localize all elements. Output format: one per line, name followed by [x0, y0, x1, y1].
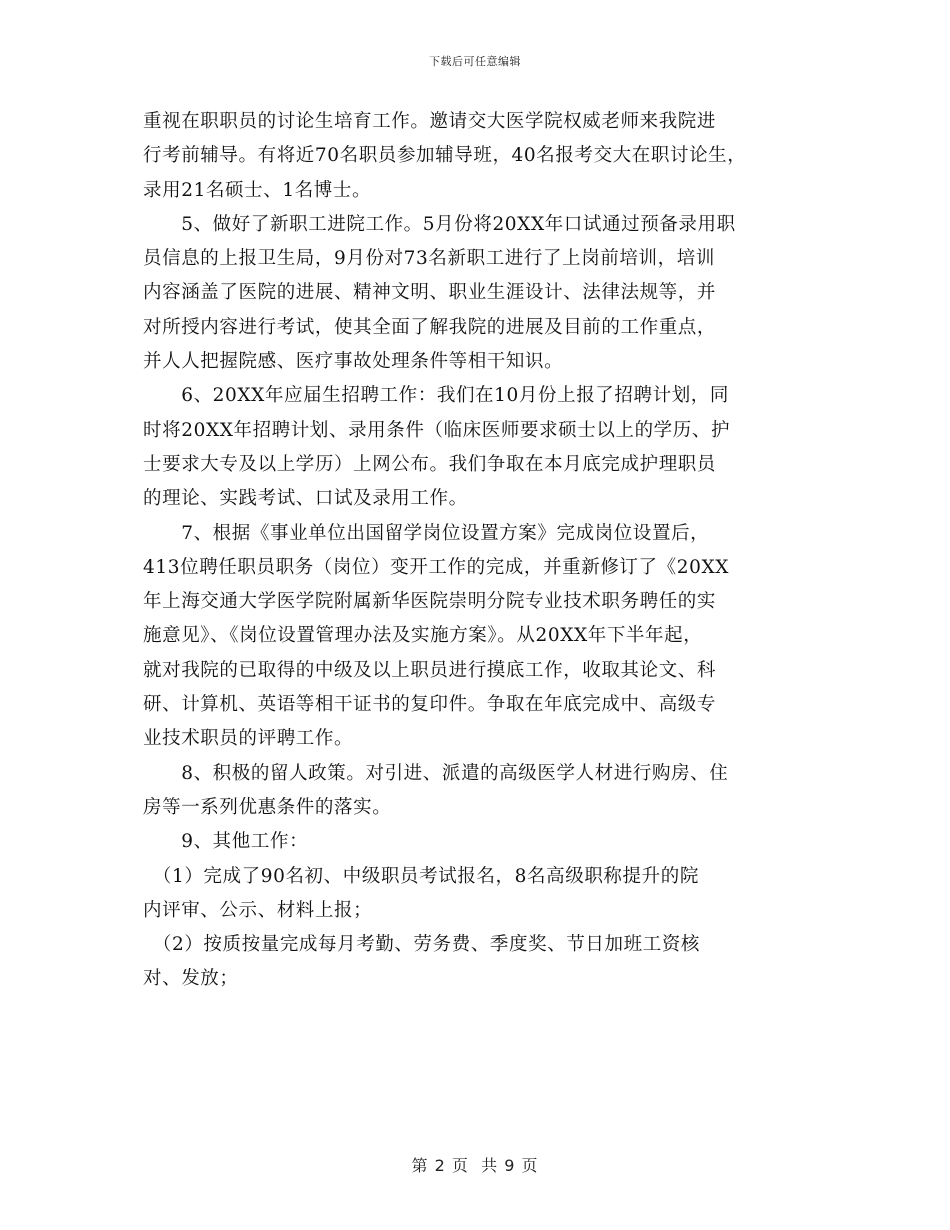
body-line: （1）完成了90名初、中级职员考试报名，8名高级职称提升的院 — [143, 865, 699, 887]
body-line: 员信息的上报卫生局，9月份对73名新职工进行了上岗前培训，培训 — [143, 248, 715, 270]
body-line: 年上海交通大学医学院附属新华医院崇明分院专业技术职务聘任的实 — [143, 591, 717, 613]
footer-middle: 页 共 — [451, 1156, 499, 1175]
body-line: 6、20XX年应届生招聘工作：我们在10月份上报了招聘计划，同 — [143, 385, 729, 407]
body-line: 房等一系列优惠条件的落实。 — [143, 796, 392, 818]
body-line: 对所授内容进行考试，使其全面了解我院的进展及目前的工作重点， — [143, 316, 717, 338]
body-line: 8、积极的留人政策。对引进、派遣的高级医学人材进行购房、住 — [143, 762, 729, 784]
footer-prefix: 第 — [411, 1156, 429, 1175]
footer-suffix: 页 — [521, 1156, 539, 1175]
body-line: 业技术职员的评聘工作。 — [143, 728, 354, 750]
body-line: 重视在职职员的讨论生培育工作。邀请交大医学院权威老师来我院进 — [143, 111, 717, 132]
page-footer — [0, 1153, 950, 1176]
footer-total-pages: 9 — [504, 1156, 516, 1175]
page-header: 下载后可任意编辑 — [429, 55, 521, 68]
body-line: 对、发放； — [143, 968, 239, 990]
body-line: 研、计算机、英语等相干证书的复印件。争取在年底完成中、高级专 — [143, 694, 717, 716]
body-line: 413位聘任职员职务（岗位）变开工作的完成，并重新修订了《20XX — [143, 556, 729, 578]
footer-current-page: 2 — [434, 1156, 446, 1175]
document-body — [143, 105, 815, 997]
body-line: 并人人把握院感、医疗事故处理条件等相干知识。 — [143, 351, 564, 373]
body-line: 5、做好了新职工进院工作。5月份将20XX年口试通过预备录用职 — [143, 213, 736, 235]
body-line: 内评审、公示、材料上报； — [143, 899, 373, 921]
body-line: 时将20XX年招聘计划、录用条件（临床医师要求硕士以上的学历、护 — [143, 419, 731, 441]
body-line: （2）按质按量完成每月考勤、劳务费、季度奖、节日加班工资核 — [143, 934, 701, 956]
body-line: 录用21名硕士、1名博士。 — [143, 179, 372, 201]
body-line: 7、根据《事业单位出国留学岗位设置方案》完成岗位设置后， — [143, 522, 710, 544]
body-line: 士要求大专及以上学历）上网公布。我们争取在本月底完成护理职员 — [143, 453, 717, 475]
body-line: 9、其他工作： — [143, 831, 309, 853]
body-line: 内容涵盖了医院的进展、精神文明、职业生涯设计、法律法规等，并 — [143, 282, 717, 304]
body-line: 施意见》、《岗位设置管理办法及实施方案》。从20XX年下半年起， — [143, 625, 703, 647]
body-line: 就对我院的已取得的中级及以上职员进行摸底工作，收取其论文、科 — [143, 659, 717, 681]
body-line: 行考前辅导。有将近70名职员参加辅导班，40名报考交大在职讨论生， — [143, 145, 747, 167]
body-line: 的理论、实践考试、口试及录用工作。 — [143, 488, 468, 510]
